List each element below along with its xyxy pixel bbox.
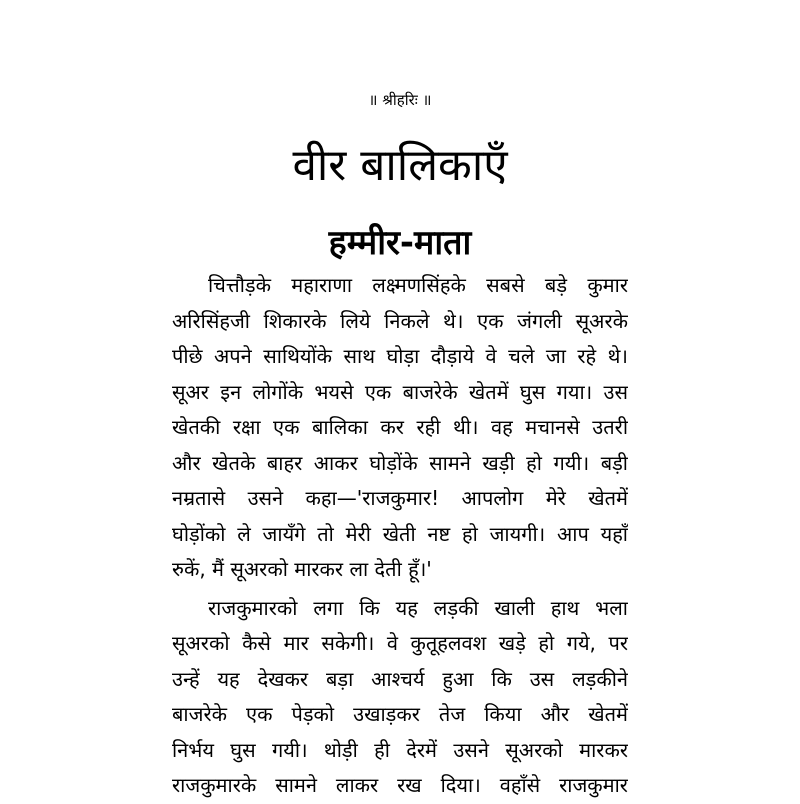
text-line: बाजरेके एक पेड़को उखाड़कर तेज किया और खेतमें (172, 702, 628, 726)
chapter-title: हम्मीर-माता (328, 223, 472, 263)
text-line: रुकें, मैं सूअरको मारकर ला देती हूँ।' (172, 557, 432, 581)
text-line: निर्भय घुस गयी। थोड़ी ही देरमें उसने सूअरको मारकर (172, 737, 628, 762)
text-line: खेतकी रक्षा एक बालिका कर रही थी। वह मचानसे उतरी (172, 415, 628, 439)
text-line: सूअरको कैसे मार सकेगी। वे कुतूहलवश खड़े हो गये, पर (172, 631, 628, 655)
text-line: घोड़ोंको ले जायँगे तो मेरी खेती नष्ट हो जायगी। आप यहाँ (172, 521, 628, 546)
text-line: उन्हें यह देखकर बड़ा आश्चर्य हुआ कि उस लड़कीने (172, 666, 628, 691)
text-line: और खेतके बाहर आकर घोड़ोंके सामने खड़ी हो गयी। बड़ी (172, 450, 628, 475)
book-title: वीर बालिकाएँ (292, 140, 508, 191)
body-text (172, 268, 628, 804)
text-line: राजकुमारको लगा कि यह लड़की खाली हाथ भला (208, 595, 628, 620)
text-line: सूअर इन लोगोंके भयसे एक बाजरेके खेतमें घुस गया। उस (172, 379, 628, 404)
text-line: पीछे अपने साथियोंके साथ घोड़ा दौड़ाये वे चले जा रहे थे। (172, 344, 628, 368)
text-line: नम्रतासे उसने कहा—'राजकुमार! आपलोग मेरे खेतमें (172, 486, 628, 510)
text-line: राजकुमारके सामने लाकर रख दिया। वहाँसे राजकुमार (172, 773, 628, 797)
text-line: चित्तौड़के महाराणा लक्ष्मणसिंहके सबसे बड़े कुमार (208, 273, 628, 297)
text-line: अरिसिंहजी शिकारके लिये निकले थे। एक जंगली सूअरके (172, 308, 628, 333)
invocation-line: ॥ श्रीहरिः ॥ (368, 91, 432, 109)
paragraph-1 (172, 268, 628, 588)
paragraph-2 (172, 591, 628, 804)
